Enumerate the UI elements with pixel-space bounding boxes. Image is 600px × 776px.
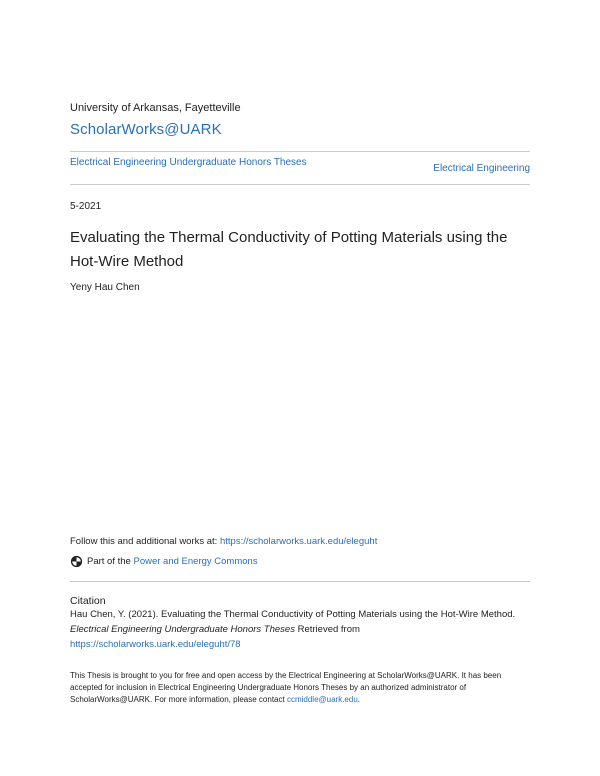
citation-heading: Citation (70, 595, 106, 607)
repository-link[interactable]: ScholarWorks@UARK (70, 121, 222, 138)
publication-date: 5-2021 (70, 201, 102, 212)
follow-prefix: Follow this and additional works at: (70, 536, 220, 547)
citation-series: Electrical Engineering Undergraduate Honors Theses (70, 624, 295, 635)
part-of-line (70, 555, 258, 568)
citation-main: Hau Chen, Y. (2021). Evaluating the Thermal Conductivity of Potting Materials using the Hot-Wire Method. (70, 609, 516, 620)
collection-link[interactable]: Electrical Engineering Undergraduate Honors Theses (70, 157, 307, 168)
institution-name: University of Arkansas, Fayetteville (70, 102, 241, 114)
divider (70, 581, 530, 582)
notice-end: . (357, 695, 361, 704)
author-name: Yeny Hau Chen (70, 282, 140, 293)
citation-url-link[interactable]: https://scholarworks.uark.edu/eleguht/78 (70, 639, 241, 650)
notice-text: This Thesis is brought to you for free and open access by the Electrical Engineering at ScholarWorks@UARK. It has been accepted for inclusion in Electrical Engineering Undergraduate Honors Theses by an authorized administrator of ScholarWorks@UARK. For more information, please contact (70, 671, 502, 704)
document-title: Evaluating the Thermal Conductivity of Potting Materials using the Hot-Wire Method (70, 229, 508, 270)
citation-text (70, 607, 532, 652)
contact-email-link[interactable]: ccmiddle@uark.edu (286, 695, 358, 704)
commons-link[interactable]: Power and Energy Commons (133, 556, 258, 567)
access-notice (70, 670, 532, 706)
divider (70, 184, 530, 185)
bepress-commons-icon (70, 555, 83, 568)
part-of-prefix: Part of the (87, 556, 131, 567)
divider (70, 151, 530, 152)
follow-url-link[interactable]: https://scholarworks.uark.edu/eleguht (219, 536, 378, 547)
citation-retrieved: Retrieved from (294, 624, 360, 635)
follow-line (70, 536, 377, 547)
department-link[interactable]: Electrical Engineering (433, 163, 530, 174)
